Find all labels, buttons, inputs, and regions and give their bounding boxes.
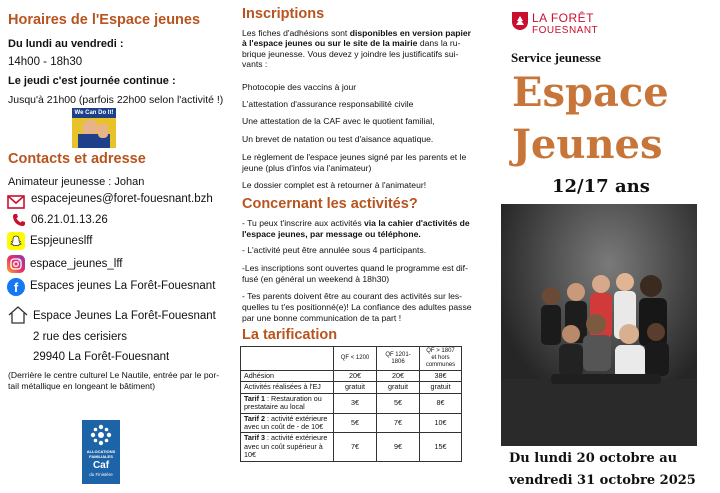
town-crest-icon	[512, 12, 528, 30]
caf-line1: ALLOCATIONS	[86, 449, 116, 454]
caf-logo	[82, 420, 120, 484]
weekdays-label: Du lundi au vendredi :	[8, 38, 124, 50]
inscriptions-title: Inscriptions	[242, 6, 325, 22]
poster-banner: We Can Do It!	[72, 108, 116, 118]
instagram-handle[interactable]: espace_jeunes_lff	[30, 258, 123, 270]
thursday-label: Le jeudi c'est journée continue :	[8, 75, 176, 87]
table-row	[241, 382, 462, 393]
address-note-line2: tail métallique en longeant le bâtiment)	[8, 381, 156, 391]
facebook-page[interactable]: Espaces jeunes La Forêt-Fouesnant	[30, 280, 216, 292]
table-cell: 7€	[377, 413, 420, 433]
address-name: Espace Jeunes La Forêt-Fouesnant	[33, 310, 216, 322]
table-cell: 8€	[420, 393, 462, 413]
table-cell	[241, 347, 334, 371]
dates-line1: Du lundi 20 octobre au	[509, 451, 678, 466]
table-row	[241, 413, 462, 433]
caf-line2: FAMILIALES	[89, 454, 113, 459]
instagram-icon	[7, 255, 25, 273]
intro-line: à l'espace jeunes ou sur le site de la mairie dans la ru-	[242, 38, 461, 49]
table-cell: Tarif 3 : activité extérieure avec un coût supérieur à 10€	[241, 433, 334, 461]
act-3-line2: fusé (en général un weekend à 18h30)	[242, 274, 390, 284]
act-4-line3: par une bonne communication de ta part !	[242, 313, 402, 323]
table-header: QF > 1807 et hors communes	[420, 347, 462, 371]
age-range: 12/17 ans	[552, 176, 650, 197]
thursday-hours: Jusqu'à 21h00 (parfois 22h00 selon l'activité !)	[8, 94, 224, 106]
table-cell: Tarif 1 : Restauration ou prestataire au local	[241, 393, 334, 413]
caf-emblem-icon	[82, 422, 120, 448]
table-cell: 9€	[377, 433, 420, 461]
address-city: 29940 La Forêt-Fouesnant	[33, 351, 170, 363]
table-row	[241, 433, 462, 461]
facebook-icon: f	[7, 278, 25, 296]
doc-dossier: Le dossier complet est à retourner à l'animateur!	[242, 180, 427, 190]
main-title-line1: Espace	[512, 69, 669, 116]
table-row	[241, 347, 462, 371]
group-photo	[501, 204, 697, 446]
table-cell: 20€	[334, 371, 377, 382]
town-logo-line1: LA FORÊT	[532, 11, 595, 25]
doc-natation: Un brevet de natation ou test d'aisance aquatique.	[242, 134, 434, 144]
table-cell: 20€	[377, 371, 420, 382]
address-street: 2 rue des cerisiers	[33, 331, 127, 343]
weekdays-hours: 14h00 - 18h30	[8, 56, 83, 68]
table-row	[241, 371, 462, 382]
service-label: Service jeunesse	[511, 50, 601, 65]
phone-icon	[12, 213, 26, 227]
table-cell: 15€	[420, 433, 462, 461]
snapchat-icon	[7, 232, 25, 250]
envelope-icon	[7, 195, 25, 209]
town-logo-line2: FOUESNANT	[532, 25, 599, 36]
table-cell: gratuit	[377, 382, 420, 393]
we-can-do-it-poster	[72, 108, 116, 148]
intro-line: Les fiches d'adhésions sont disponibles en version papier	[242, 28, 472, 38]
doc-caf: Une attestation de la CAF avec le quotient familial,	[242, 116, 435, 126]
act-1-line1: - Tu peux t'inscrire aux activités via la cahier d'activités de	[242, 218, 470, 228]
act-1-line2: l'espace jeunes, par message ou téléphone.	[242, 229, 421, 239]
table-cell: 10€	[420, 413, 462, 433]
dates-line2: vendredi 31 octobre 2025	[509, 473, 696, 488]
email-link[interactable]: espacejeunes@foret-fouesnant.bzh	[31, 193, 213, 205]
table-cell: Adhésion	[241, 371, 334, 382]
table-row	[241, 393, 462, 413]
tarif-table	[240, 346, 462, 462]
address-note-line1: (Derrière le centre culturel Le Nautile, entrée par le por-	[8, 370, 220, 380]
animator-line: Animateur jeunesse : Johan	[8, 176, 145, 188]
table-cell: Tarif 2 : activité extérieure avec un coût de - de 10€	[241, 413, 334, 433]
main-title-line2: Jeunes	[512, 121, 663, 168]
table-cell: 5€	[334, 413, 377, 433]
act-4-line1: - Tes parents doivent être au courant des activités sur les-	[242, 291, 463, 301]
caf-line4: du Finistère	[89, 472, 113, 477]
tarif-title: La tarification	[242, 327, 338, 343]
act-3-line1: -Les inscriptions sont ouvertes quand le programme est dif-	[242, 263, 468, 273]
inscriptions-intro	[242, 28, 472, 70]
table-cell: 38€	[420, 371, 462, 382]
table-header: QF 1201-1806	[377, 347, 420, 371]
hours-title: Horaires de l'Espace jeunes	[8, 12, 201, 28]
table-header: QF < 1200	[334, 347, 377, 371]
intro-line: vants :	[242, 59, 268, 70]
table-cell: 5€	[377, 393, 420, 413]
act-2: - L'activité peut être annulée sous 4 participants.	[242, 245, 427, 255]
doc-vaccins: Photocopie des vaccins à jour	[242, 82, 357, 92]
snapchat-handle[interactable]: Espjeuneslff	[30, 235, 93, 247]
home-icon	[7, 305, 29, 325]
caf-line3: Caf	[92, 460, 110, 471]
poster-arm	[98, 124, 108, 138]
doc-assurance: L'attestation d'assurance responsabilité civile	[242, 99, 414, 109]
table-cell: gratuit	[334, 382, 377, 393]
group-photo-image	[501, 204, 697, 446]
doc-reglement-line1: Le règlement de l'espace jeunes signé par les parents et le	[242, 152, 467, 162]
table-cell: gratuit	[420, 382, 462, 393]
table-cell: 3€	[334, 393, 377, 413]
act-4-line2: quelles tu t'es positionné(e)! La confiance des adultes passe	[242, 302, 472, 312]
doc-reglement-line2: jeune (plus d'infos via l'animateur)	[242, 163, 372, 173]
contacts-title: Contacts et adresse	[8, 151, 146, 167]
intro-line: brique jeunesse. Vous devez y joindre les justificatifs sui-	[242, 48, 459, 59]
table-cell: Activités réalisées à l'EJ	[241, 382, 334, 393]
table-cell: 7€	[334, 433, 377, 461]
phone-number[interactable]: 06.21.01.13.26	[31, 214, 108, 226]
activities-title: Concernant les activités?	[242, 196, 418, 212]
